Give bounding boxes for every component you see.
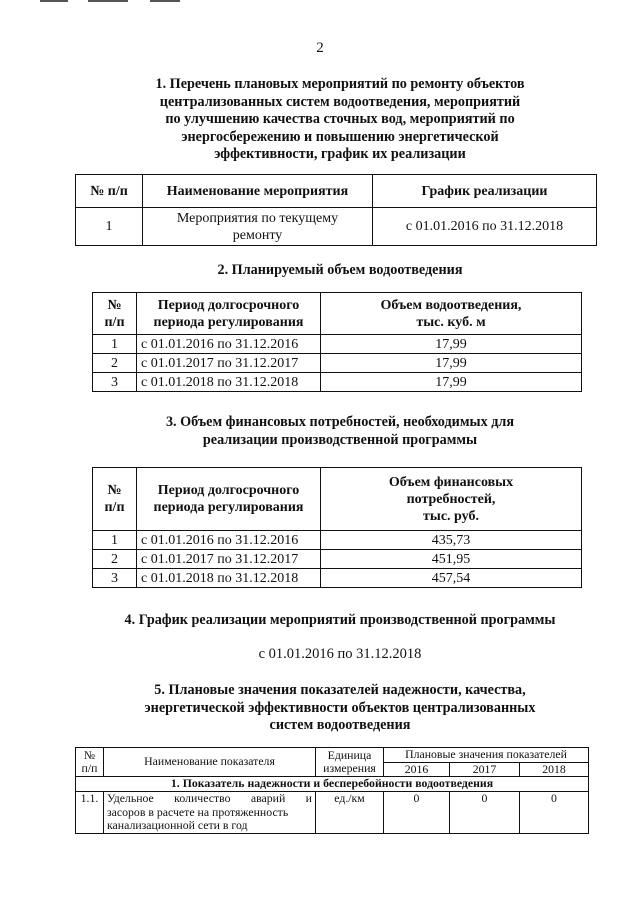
table-row: 3 с 01.01.2018 по 31.12.2018 457,54: [93, 569, 582, 588]
table-row: 3 с 01.01.2018 по 31.12.2018 17,99: [93, 373, 582, 392]
indicators-table: [75, 747, 589, 834]
table-row: 1 с 01.01.2016 по 31.12.2016 17,99: [93, 335, 582, 354]
table-row: 2 с 01.01.2017 по 31.12.2017 451,95: [93, 550, 582, 569]
table-row: 2 с 01.01.2017 по 31.12.2017 17,99: [93, 354, 582, 373]
table-header-row: № п/п Период долгосрочного периода регулирования Объем водоотведения, тыс. куб. м: [93, 293, 582, 335]
section4-period: с 01.01.2016 по 31.12.2018: [258, 646, 422, 662]
page-number: 2: [316, 40, 324, 56]
scan-top-marks: [0, 0, 640, 4]
table-header-row: № п/п Наименование показателя Единица измерения Плановые значения показателей: [76, 748, 589, 763]
volume-table: [92, 292, 582, 392]
activities-table: [75, 174, 597, 246]
section4-title: 4. График реализации мероприятий производственной программы: [124, 612, 556, 628]
section5-title: 5. Плановые значения показателей надежности, качества, энергетической эффективности объектов централизованных систем водоотведения: [144, 682, 536, 733]
table-header-row: № п/п Период долгосрочного периода регулирования Объем финансовых потребностей, тыс. руб.: [93, 468, 582, 531]
table-header-years: 2016 2017 2018: [76, 762, 589, 777]
table-row: 1.1. Удельное количество аварий и засоров в расчете на протяженность канализационной сети в год ед./км 0 0 0: [76, 792, 589, 834]
financial-table: [92, 467, 582, 588]
table-group-row: 1. Показатель надежности и бесперебойности водоотведения: [76, 777, 589, 792]
table-row: 1 Мероприятия по текущему ремонту с 01.01.2016 по 31.12.2018: [76, 208, 597, 246]
table-header-row: № п/п Наименование мероприятия График реализации: [76, 175, 597, 208]
section1-title: 1. Перечень плановых мероприятий по ремонту объектов централизованных систем водоотведения, мероприятий по улучшению качества сточных вод, мероприятий по энергосбережению и повышению энергетической эффективности, график их реализации: [155, 76, 525, 162]
section3-title: 3. Объем финансовых потребностей, необходимых для реализации производственной программы: [165, 414, 515, 448]
section2-title: 2. Планируемый объем водоотведения: [217, 262, 463, 278]
table-row: 1 с 01.01.2016 по 31.12.2016 435,73: [93, 531, 582, 550]
